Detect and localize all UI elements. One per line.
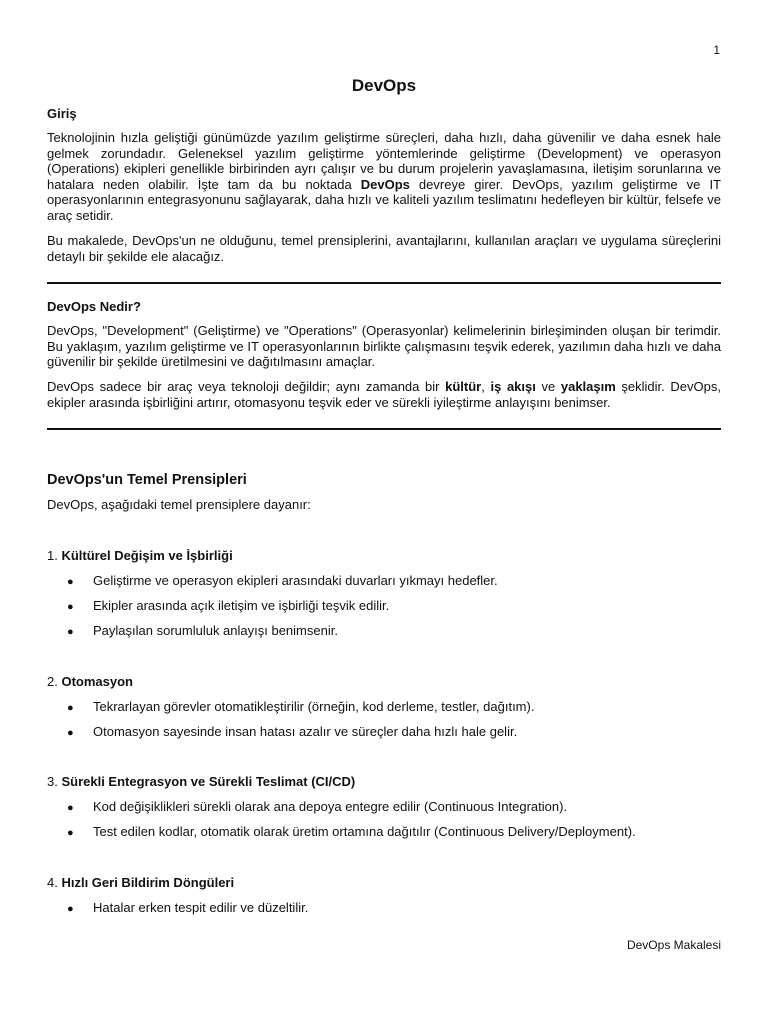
bullet-icon: ● <box>67 827 74 839</box>
document-title: DevOps <box>351 76 417 95</box>
list-item: ● Ekipler arasında açık iletişim ve işbirliği teşvik edilir. <box>67 598 390 613</box>
list-item: ● Paylaşılan sorumluluk anlayışı benimsenir. <box>67 623 338 638</box>
bullet-icon: ● <box>67 903 74 915</box>
section-divider <box>47 428 721 430</box>
principle-3-title: 3. Sürekli Entegrasyon ve Sürekli Teslimat (CI/CD) <box>47 774 356 789</box>
bullet-icon: ● <box>67 576 74 588</box>
bullet-icon: ● <box>67 727 74 739</box>
page-number: 1 <box>713 43 720 57</box>
bullet-icon: ● <box>67 626 74 638</box>
principle-2-title: 2. Otomasyon <box>47 674 133 689</box>
list-item: ● Otomasyon sayesinde insan hatası azalır ve süreçler daha hızlı hale gelir. <box>67 724 518 739</box>
what-paragraph-2: DevOps sadece bir araç veya teknoloji değildir; aynı zamanda bir kültür, iş akışı ve yaklaşım şeklidir. DevOps, ekipler arasında işbirliğini artırır, otomasyonu teşvik eder ve sürekli iyileştirme anlayışını benimser. <box>47 379 721 410</box>
list-item: ● Test edilen kodlar, otomatik olarak üretim ortamına dağıtılır (Continuous Delivery/Deployment). <box>67 824 636 839</box>
list-item: ● Kod değişiklikleri sürekli olarak ana depoya entegre edilir (Continuous Integration). <box>67 799 568 814</box>
intro-paragraph-2: Bu makalede, DevOps'un ne olduğunu, temel prensiplerini, avantajlarını, kullanılan araçları ve uygulama süreçlerini detaylı bir şekilde ele alacağız. <box>47 233 721 264</box>
list-item: ● Geliştirme ve operasyon ekipleri arasındaki duvarları yıkmayı hedefler. <box>67 573 498 588</box>
list-item: ● Hatalar erken tespit edilir ve düzeltilir. <box>67 900 309 915</box>
principles-intro: DevOps, aşağıdaki temel prensiplere dayanır: <box>47 497 311 512</box>
intro-heading: Giriş <box>47 106 77 121</box>
bullet-icon: ● <box>67 601 74 613</box>
bullet-icon: ● <box>67 702 74 714</box>
principles-heading: DevOps'un Temel Prensipleri <box>47 472 247 488</box>
principle-1-title: 1. Kültürel Değişim ve İşbirliği <box>47 548 233 563</box>
section-divider <box>47 282 721 284</box>
what-heading: DevOps Nedir? <box>47 299 141 314</box>
principle-4-title: 4. Hızlı Geri Bildirim Döngüleri <box>47 875 235 890</box>
bullet-icon: ● <box>67 802 74 814</box>
what-paragraph-1: DevOps, "Development" (Geliştirme) ve "Operations" (Operasyonlar) kelimelerinin birleşiminden oluşan bir terimdir. Bu yaklaşım, yazılım geliştirme ve IT operasyonlarının birlikte çalışmasını teşvik ederek, yazılımın daha hızlı ve daha güvenilir bir şekilde üretilmesini ve dağıtılmasını amaçlar. <box>47 323 721 369</box>
page-footer: DevOps Makalesi <box>626 938 721 952</box>
list-item: ● Tekrarlayan görevler otomatikleştirilir (örneğin, kod derleme, testler, dağıtım). <box>67 699 535 714</box>
intro-paragraph-1: Teknolojinin hızla geliştiği günümüzde yazılım geliştirme süreçleri, daha hızlı, daha güvenilir ve daha esnek hale gelmek zorundadır. Geleneksel yazılım geliştirme yöntemlerinde geliştirme (Development) ve operasyon (Operations) ekipleri genellikle birbirinden ayrı çalışır ve bu durum projelerin yavaşlamasına, iletişim sorunlarına ve hatalara neden olabilir. İşte tam da bu noktada DevOps devreye girer. DevOps, yazılım geliştirme ve IT operasyonlarının entegrasyonunu sağlayarak, daha hızlı ve kaliteli yazılım teslimatını hedefleyen bir kültür, felsefe ve araç setidir. <box>47 130 721 223</box>
